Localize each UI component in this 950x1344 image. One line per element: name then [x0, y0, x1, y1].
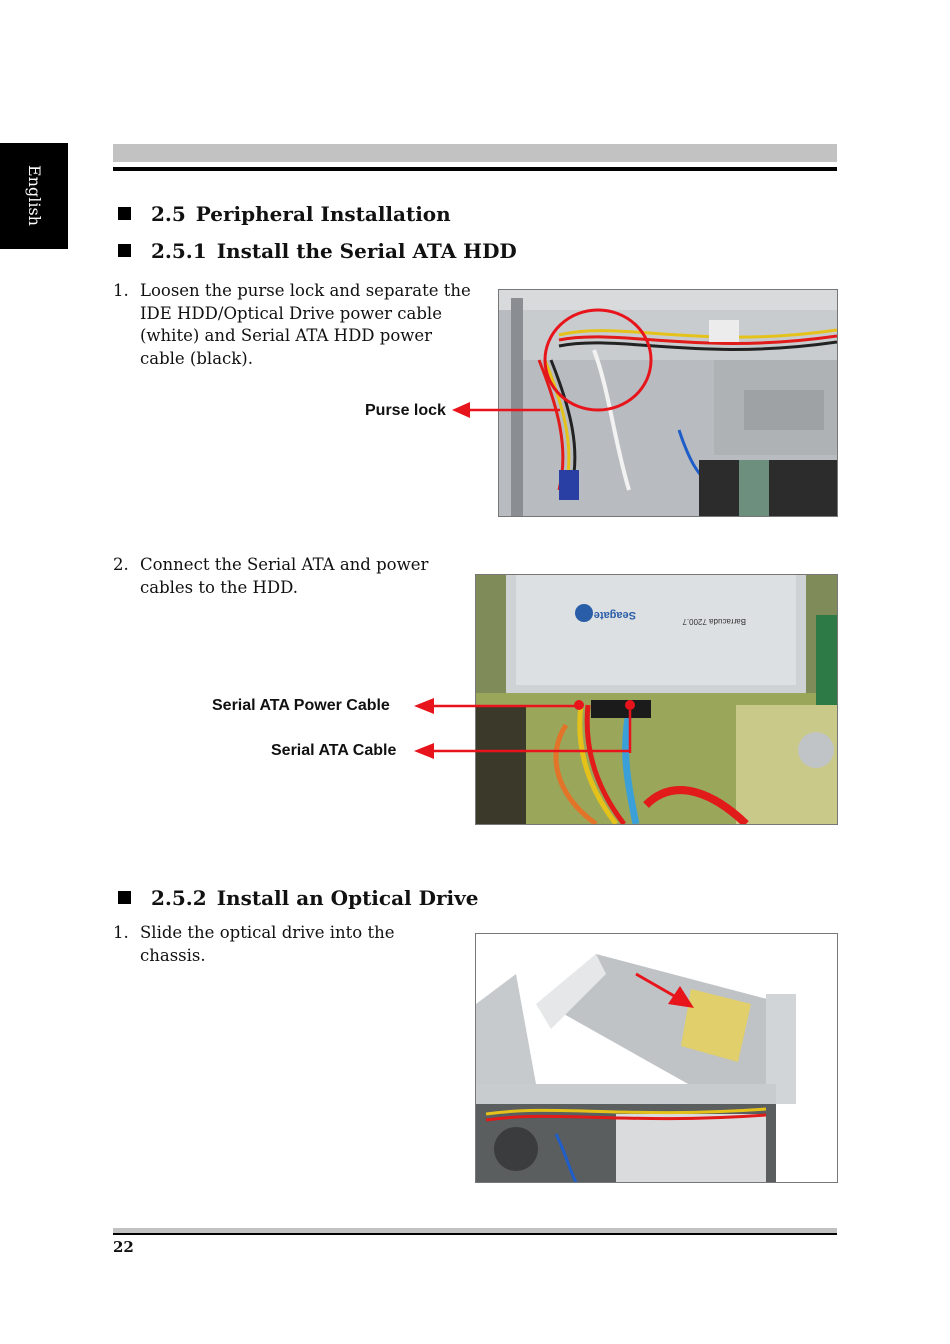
optical-drive-photo — [476, 934, 837, 1182]
square-bullet-icon — [118, 244, 131, 257]
hdd-step-1 — [113, 280, 473, 375]
step-text — [140, 922, 463, 967]
step-text — [140, 280, 471, 370]
page-number: 22 — [113, 1238, 134, 1256]
footer-black-rule — [113, 1233, 837, 1235]
section-number: 2.5 — [151, 202, 186, 226]
step-line: Connect the Serial ATA and power — [140, 555, 429, 574]
optical-step-1 — [113, 922, 463, 965]
arrow-sata-power-icon — [414, 696, 580, 716]
step-number: 1. — [113, 281, 129, 300]
hdd-step-2 — [113, 554, 453, 602]
section-title: Peripheral Installation — [195, 202, 451, 226]
section-heading-2-5 — [118, 202, 451, 226]
step-text — [140, 554, 428, 599]
hdd-brand-label: Seagate — [593, 609, 636, 621]
section-number: 2.5.2 — [151, 886, 207, 910]
step-number: 2. — [113, 555, 129, 574]
language-tab — [0, 143, 68, 249]
step-line: Loosen the purse lock and separate the — [140, 281, 471, 300]
callout-purse-lock: Purse lock — [365, 402, 446, 419]
square-bullet-icon — [118, 891, 131, 904]
header-black-rule — [113, 167, 837, 171]
section-heading-2-5-2 — [118, 886, 478, 910]
step-line: IDE HDD/Optical Drive power cable — [140, 303, 442, 323]
step-line: cables to the HDD. — [140, 577, 298, 597]
language-tab-label: English — [25, 165, 44, 226]
section-number: 2.5.1 — [151, 239, 207, 263]
header-gray-bar — [113, 144, 837, 162]
arrow-sata-cable-icon — [414, 741, 632, 761]
sata-cable-marker — [625, 700, 635, 710]
callout-sata-power: Serial ATA Power Cable — [212, 697, 390, 714]
section-title: Install the Serial ATA HDD — [216, 239, 517, 263]
arrow-purse-lock-icon — [452, 400, 562, 420]
section-title: Install an Optical Drive — [216, 886, 479, 910]
section-heading-2-5-1 — [118, 239, 517, 263]
photo-optical-drive — [475, 933, 838, 1183]
callout-sata-cable: Serial ATA Cable — [271, 742, 397, 759]
step-line: Slide the optical drive into the chassis. — [140, 923, 395, 965]
square-bullet-icon — [118, 207, 131, 220]
hdd-model-label: Barracuda 7200.7 — [682, 617, 746, 626]
step-line: cable (black). — [140, 348, 253, 368]
step-line: (white) and Serial ATA HDD power — [140, 326, 433, 345]
step-number: 1. — [113, 923, 129, 942]
